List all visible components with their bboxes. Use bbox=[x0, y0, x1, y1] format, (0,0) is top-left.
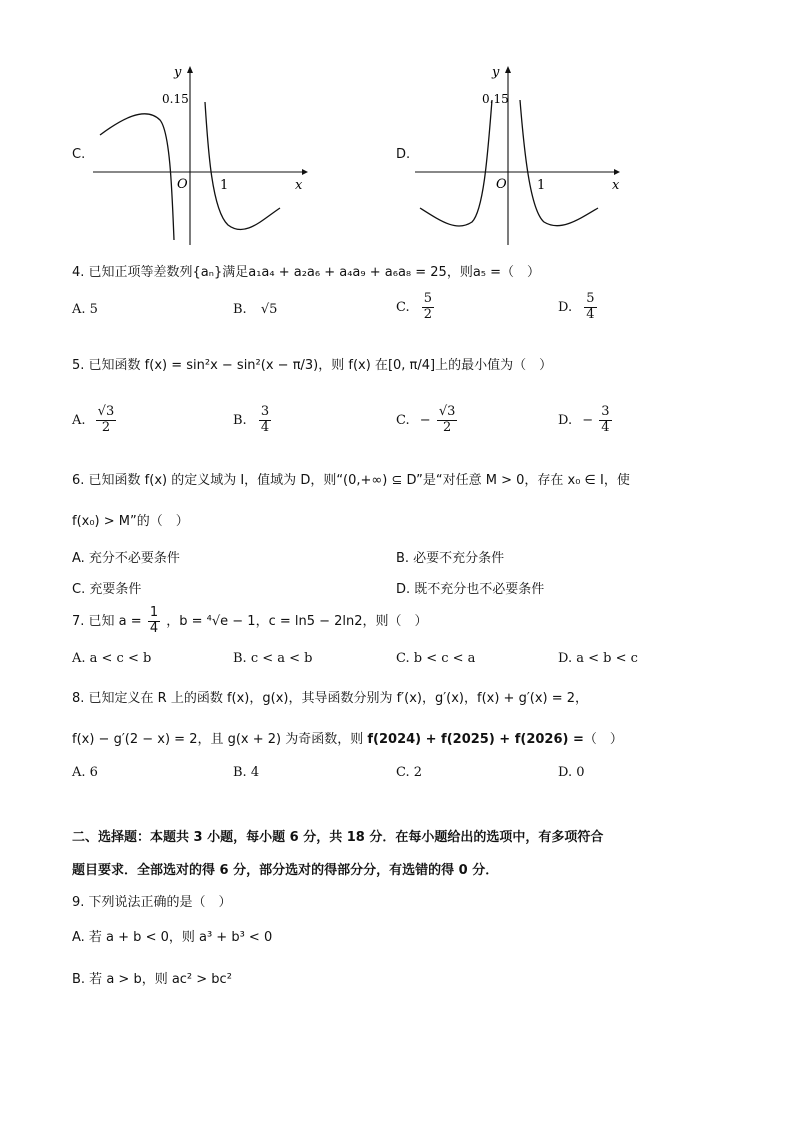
q4-option-a-letter: A. bbox=[72, 302, 86, 317]
graph-d-origin-label: O bbox=[496, 177, 507, 192]
q7-a-fraction bbox=[148, 606, 160, 637]
q5-option-c-denominator: 2 bbox=[442, 419, 452, 435]
q5-stem-paren: (x − π/3) bbox=[260, 358, 319, 373]
graph-c-origin-label: O bbox=[177, 177, 188, 192]
q6-option-a[interactable]: A. 充分不必要条件 bbox=[72, 551, 180, 566]
graph-c-right-branch bbox=[205, 102, 280, 230]
q5-option-d-sign: − bbox=[582, 412, 594, 428]
q8-option-d[interactable]: D. 0 bbox=[558, 765, 585, 780]
q6-line2: f(x₀) > M”的（ ） bbox=[72, 514, 189, 529]
graph-c-tick-x-label: 1 bbox=[220, 178, 229, 193]
q9-stem: 9. 下列说法正确的是（ ） bbox=[72, 895, 232, 910]
q4-option-d[interactable] bbox=[558, 292, 599, 323]
graph-d-y-label: y bbox=[492, 65, 500, 80]
q5-option-c-numerator: √3 bbox=[438, 404, 456, 419]
q4-option-b-text: √5 bbox=[260, 302, 278, 317]
q5-option-a-numerator: √3 bbox=[97, 404, 115, 419]
q9-option-a[interactable]: A. 若 a + b < 0，则 a³ + b³ < 0 bbox=[72, 930, 273, 945]
q4-option-d-denominator: 4 bbox=[586, 306, 595, 322]
q7-a-numerator: 1 bbox=[149, 605, 159, 620]
q8-line2-post: （ ） bbox=[583, 732, 623, 747]
q4-option-c-letter: C. bbox=[396, 299, 410, 315]
q4-option-b-letter: B. bbox=[233, 302, 247, 317]
graph-c bbox=[90, 60, 310, 250]
graph-c-x-arrow bbox=[302, 169, 308, 175]
q4-option-c-denominator: 2 bbox=[423, 306, 433, 322]
q5-option-a-fraction bbox=[96, 405, 117, 436]
graph-c-y-arrow bbox=[187, 66, 193, 73]
q5-stem bbox=[72, 354, 552, 373]
graph-c-tick-y-label: 0.15 bbox=[162, 92, 189, 106]
q7-a-denominator: 4 bbox=[149, 620, 159, 636]
q7-option-a[interactable]: A. a < c < b bbox=[72, 651, 152, 666]
q8-line2-pre: f(x) − g′(2 − x) = 2，且 g(x + 2) 为奇函数，则 bbox=[72, 732, 368, 747]
section2-line2: 题目要求．全部选对的得 6 分，部分选对的得部分分，有选错的得 0 分． bbox=[72, 863, 499, 878]
q4-option-d-letter: D. bbox=[558, 299, 573, 315]
q8-option-a[interactable]: A. 6 bbox=[72, 765, 98, 780]
q4-option-a[interactable] bbox=[72, 302, 98, 317]
q5-option-c-letter: C. bbox=[396, 412, 410, 428]
q6-option-c[interactable]: C. 充要条件 bbox=[72, 582, 142, 597]
graph-c-y-label: y bbox=[174, 65, 182, 80]
q5-option-b[interactable] bbox=[233, 405, 273, 436]
graph-c-option-label: C. bbox=[72, 147, 86, 162]
q5-option-c-sign: − bbox=[419, 412, 431, 428]
q8-option-b[interactable]: B. 4 bbox=[233, 765, 260, 780]
q5-stem-post: 上的最小值为（ ） bbox=[435, 358, 553, 373]
graph-d-x-label: x bbox=[612, 178, 620, 193]
q4-option-c[interactable] bbox=[396, 292, 436, 323]
q5-stem-interval: [0, π/4] bbox=[387, 358, 436, 373]
q5-option-b-numerator: 3 bbox=[260, 404, 270, 419]
q8-option-c[interactable]: C. 2 bbox=[396, 765, 423, 780]
q4-option-c-numerator: 5 bbox=[423, 291, 433, 306]
q4-stem: 4. 已知正项等差数列{aₙ}满足a₁a₄ + a₂a₆ + a₄a₉ + a₆a₈ = 25，则a₅ =（ ） bbox=[72, 265, 541, 280]
q5-option-c[interactable] bbox=[396, 405, 459, 436]
q8-line2-bold: f(2024) + f(2025) + f(2026) = bbox=[367, 732, 584, 747]
q5-option-d-letter: D. bbox=[558, 412, 573, 428]
q4-option-b[interactable] bbox=[233, 302, 277, 317]
q5-option-d-fraction bbox=[599, 405, 611, 436]
graph-d-left-branch bbox=[420, 100, 492, 226]
graph-d-right-branch bbox=[520, 100, 598, 226]
q8-line2 bbox=[72, 728, 623, 747]
section2-line1: 二、选择题：本题共 3 小题，每小题 6 分，共 18 分．在每小题给出的选项中，有多项符合 bbox=[72, 830, 604, 845]
q5-stem-pre: 5. 已知函数 f(x) = sin²x − sin² bbox=[72, 358, 261, 373]
q9-option-b[interactable]: B. 若 a > b，则 ac² > bc² bbox=[72, 972, 232, 987]
q5-stem-mid: ，则 f(x) 在 bbox=[318, 358, 388, 373]
q5-option-c-fraction bbox=[437, 405, 458, 436]
graph-d-y-arrow bbox=[505, 66, 511, 73]
q5-option-a-denominator: 2 bbox=[101, 419, 111, 435]
q6-line1: 6. 已知函数 f(x) 的定义域为 I，值域为 D，则“(0,+∞) ⊆ D”是“对任意 M > 0，存在 x₀ ∈ I，使 bbox=[72, 473, 630, 488]
q5-option-b-letter: B. bbox=[233, 412, 247, 428]
q8-line1: 8. 已知定义在 R 上的函数 f(x)，g(x)，其导函数分别为 f′(x)，g′(x)，f(x) + g′(x) = 2， bbox=[72, 691, 589, 706]
graph-d-tick-y-label: 0.15 bbox=[482, 92, 509, 106]
q5-option-a[interactable] bbox=[72, 405, 118, 436]
q4-option-d-numerator: 5 bbox=[586, 291, 595, 306]
q5-option-b-denominator: 4 bbox=[260, 419, 270, 435]
q5-option-d-denominator: 4 bbox=[601, 419, 610, 435]
q4-option-c-fraction bbox=[422, 292, 434, 323]
q7-option-b[interactable]: B. c < a < b bbox=[233, 651, 313, 666]
q4-option-a-text: 5 bbox=[89, 302, 98, 317]
q5-option-a-letter: A. bbox=[72, 412, 86, 428]
graph-d-option-label: D. bbox=[396, 147, 411, 162]
q5-option-d[interactable] bbox=[558, 405, 614, 436]
graph-d-tick-x-label: 1 bbox=[537, 178, 546, 193]
q7-stem bbox=[72, 606, 428, 637]
q6-option-b[interactable]: B. 必要不充分条件 bbox=[396, 551, 505, 566]
graph-c-left-branch bbox=[100, 114, 174, 240]
q5-option-d-numerator: 3 bbox=[601, 404, 610, 419]
q7-stem-post: ，b = ⁴√e − 1，c = ln5 − 2ln2，则（ ） bbox=[166, 613, 428, 629]
graph-d bbox=[412, 60, 632, 250]
graph-d-x-arrow bbox=[614, 169, 620, 175]
q4-option-d-fraction bbox=[584, 292, 596, 323]
q5-option-b-fraction bbox=[259, 405, 271, 436]
q7-option-d[interactable]: D. a < b < c bbox=[558, 651, 638, 666]
graph-c-x-label: x bbox=[295, 178, 303, 193]
q7-stem-pre: 7. 已知 a = bbox=[72, 613, 142, 629]
q6-option-d[interactable]: D. 既不充分也不必要条件 bbox=[396, 582, 545, 597]
q7-option-c[interactable]: C. b < c < a bbox=[396, 651, 476, 666]
